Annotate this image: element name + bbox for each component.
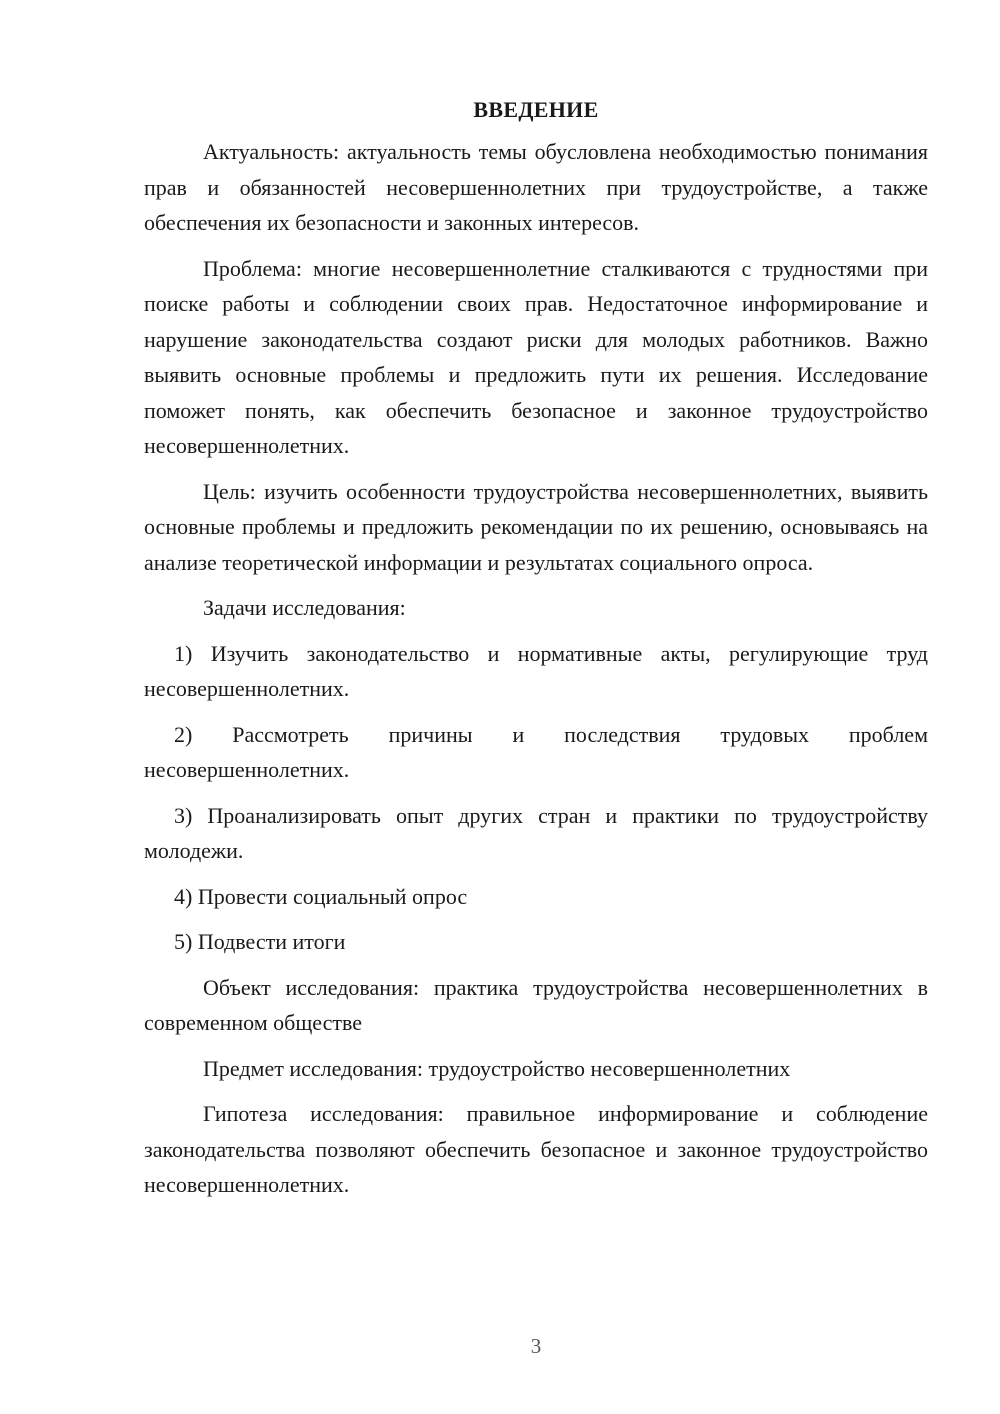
paragraph-problem: Проблема: многие несовершеннолетние сталкиваются с трудностями при поиске работы и соблюдении своих прав. Недостаточное информирование и нарушение законодательства создают риски для молодых работников. Важно выявить основные проблемы и предложить пути их решения. Исследование поможет понять, как обеспечить безопасное и законное трудоустройство несовершеннолетних. bbox=[144, 255, 928, 458]
paragraph-hypothesis: Гипотеза исследования: правильное информирование и соблюдение законодательства позволяют обеспечить безопасное и законное трудоустройство несовершеннолетних. bbox=[144, 1101, 928, 1197]
paragraph-subject: Предмет исследования: трудоустройство несовершеннолетних bbox=[203, 1055, 791, 1081]
section-title: ВВЕДЕНИЕ bbox=[473, 97, 599, 122]
task-item-4: 4) Провести социальный опрос bbox=[174, 883, 468, 909]
page-number: 3 bbox=[530, 1334, 542, 1358]
paragraph-goal: Цель: изучить особенности трудоустройства несовершеннолетних, выявить основные проблемы и предложить рекомендации по их решению, основываясь на анализе теоретической информации и результатах социального опроса. bbox=[144, 478, 928, 575]
paragraph-object: Объект исследования: практика трудоустройства несовершеннолетних в современном обществе bbox=[144, 974, 928, 1035]
task-item-2: 2) Рассмотреть причины и последствия трудовых проблем несовершеннолетних. bbox=[144, 721, 928, 782]
task-item-5: 5) Подвести итоги bbox=[174, 929, 346, 954]
task-item-1: 1) Изучить законодательство и нормативные акты, регулирующие труд несовершеннолетних. bbox=[144, 640, 928, 701]
task-item-3: 3) Проанализировать опыт других стран и практики по трудоустройству молодежи. bbox=[144, 802, 928, 863]
paragraph-tasks-heading: Задачи исследования: bbox=[203, 595, 406, 620]
document-page bbox=[144, 92, 928, 1213]
paragraph-relevance: Актуальность: актуальность темы обусловлена необходимостью понимания прав и обязанностей несовершеннолетних при трудоустройстве, а также обеспечения их безопасности и законных интересов. bbox=[144, 139, 928, 235]
